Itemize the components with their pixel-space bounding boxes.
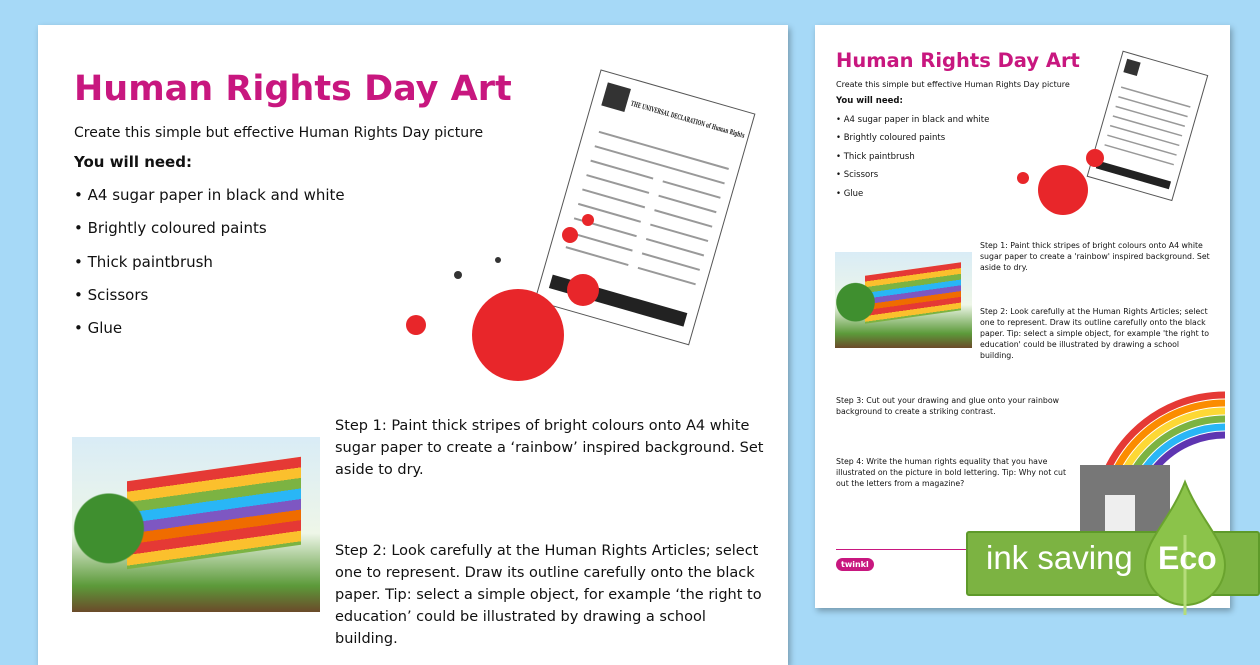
page-title: Human Rights Day Art [74, 69, 512, 109]
you-will-need-heading: You will need: [74, 153, 192, 171]
page-title: Human Rights Day Art [836, 49, 1080, 72]
worksheet-preview-large [38, 25, 823, 665]
list-item: • Brightly coloured paints [74, 219, 267, 237]
step-3-text: Step 3: Cut out your drawing and glue onto your rainbow background to create a striking contrast. [836, 396, 1060, 416]
rainbow-building-image [72, 437, 320, 612]
step-1-text: Step 1: Paint thick stripes of bright colours onto A4 white sugar paper to create a 'rainbow' inspired background. Set aside to dry. [980, 241, 1210, 272]
list-item: • Glue [74, 319, 123, 337]
list-item: • A4 sugar paper in black and white [74, 186, 345, 204]
list-item: • Glue [836, 189, 864, 199]
list-item: • Scissors [74, 286, 149, 304]
declaration-and-paint-splat-illustration [1015, 40, 1215, 230]
step-4-text: Step 4: Write the human rights equality that you have illustrated on the picture in bold lettering. Tip: Why not cut out the letters from a magazine? [836, 457, 1067, 488]
rainbow-building-image [835, 252, 972, 348]
eco-label: Eco [1158, 540, 1217, 576]
twinkl-logo: twinkl [836, 558, 874, 571]
subtitle: Create this simple but effective Human Rights Day picture [836, 80, 1070, 89]
subtitle: Create this simple but effective Human Rights Day picture [74, 125, 484, 141]
list-item: • Scissors [836, 170, 879, 180]
list-item: • Thick paintbrush [836, 152, 915, 162]
step-1-text: Step 1: Paint thick stripes of bright colours onto A4 white sugar paper to create a ‘rainbow’ inspired background. Set aside to dry. [335, 418, 764, 478]
you-will-need-heading: You will need: [836, 96, 903, 106]
list-item: • Brightly coloured paints [836, 133, 946, 143]
step-2-text: Step 2: Look carefully at the Human Rights Articles; select one to represent. Draw its outline carefully onto the black paper. Tip: select a simple object, for example ‘the right to education’ could be illustrated by drawing a school building. [335, 543, 762, 647]
declaration-and-paint-splat-illustration [398, 45, 823, 395]
declaration-heading: THE UNIVERSAL DECLARATION of Human Rights [629, 98, 823, 163]
step-2-text: Step 2: Look carefully at the Human Rights Articles; select one to represent. Draw its outline carefully onto the black paper. Tip: select a simple object, for example 'the right to education' could be illustrated by drawing a school building. [980, 307, 1210, 360]
list-item: • A4 sugar paper in black and white [836, 115, 990, 125]
ink-saving-label: ink saving [986, 539, 1133, 576]
list-item: • Thick paintbrush [74, 253, 213, 271]
